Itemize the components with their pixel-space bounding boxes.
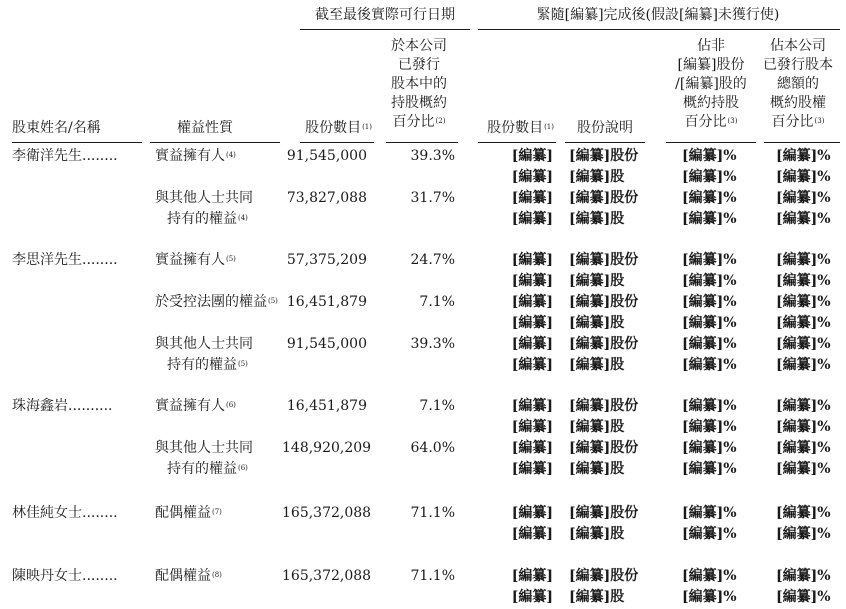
underline-name — [12, 142, 142, 143]
redacted-pct-nonlisted: [編纂]% — [682, 419, 737, 435]
note-ref: (3) — [727, 117, 738, 125]
redacted-pct-total: [編纂]% — [776, 461, 831, 477]
interest-nature: 於受控法團的權益$^{(5)}$ — [155, 294, 278, 310]
interest-nature: 實益擁有人$^{(6)}$ — [155, 398, 236, 414]
group-underline-right — [478, 29, 840, 30]
redacted-shares: [編纂] — [511, 190, 553, 206]
underline-shares — [300, 142, 374, 143]
column-header-pct-total: 佔本公司 已發行股本 總額的 概約股權 百分比$^{(3)}$ — [763, 38, 833, 130]
interest-nature: 與其他人士共同 — [155, 336, 253, 352]
redacted-pct-nonlisted: [編纂]% — [682, 461, 737, 477]
column-header-shares: 股份數目$^{(1)}$ — [305, 120, 372, 136]
share-description: [編纂]股 — [569, 461, 625, 477]
redacted-pct-nonlisted: [編纂]% — [682, 169, 737, 185]
share-description: [編纂]股 — [569, 169, 625, 185]
redacted-pct-nonlisted: [編纂]% — [682, 526, 737, 542]
redacted-shares: [編纂] — [511, 294, 553, 310]
interest-nature: 實益擁有人$^{(4)}$ — [155, 148, 236, 164]
share-description: [編纂]股 — [569, 419, 625, 435]
redacted-shares: [編纂] — [511, 315, 553, 331]
interest-nature: 持有的權益$^{(4)}$ — [167, 211, 248, 227]
share-description: [編纂]股份 — [569, 568, 639, 584]
share-description: [編纂]股 — [569, 273, 625, 289]
interest-nature: 配偶權益$^{(7)}$ — [155, 505, 222, 521]
note-ref: (4) — [238, 214, 248, 222]
shares-count: 16,451,879 — [286, 398, 367, 414]
redacted-shares: [編纂] — [511, 398, 553, 414]
redacted-pct-total: [編纂]% — [776, 419, 831, 435]
column-header-shares-after: 股份數目$^{(1)}$ — [487, 120, 554, 136]
shares-count: 165,372,088 — [282, 568, 372, 584]
shareholding-pct: 39.3% — [410, 148, 455, 164]
note-ref: (7) — [212, 508, 222, 516]
redacted-shares: [編纂] — [511, 273, 553, 289]
shares-count: 91,545,000 — [286, 336, 367, 352]
share-description: [編纂]股 — [569, 526, 625, 542]
redacted-shares: [編纂] — [511, 419, 553, 435]
column-header-pct-current: 於本公司 已發行 股本中的 持股概約 百分比$^{(2)}$ — [391, 38, 447, 130]
redacted-shares: [編纂] — [511, 211, 553, 227]
shareholding-pct: 31.7% — [410, 190, 455, 206]
redacted-shares: [編纂] — [511, 505, 553, 521]
redacted-pct-nonlisted: [編纂]% — [682, 294, 737, 310]
redacted-pct-total: [編纂]% — [776, 190, 831, 206]
redacted-pct-nonlisted: [編纂]% — [682, 252, 737, 268]
share-description: [編纂]股份 — [569, 398, 639, 414]
shares-count: 73,827,088 — [286, 190, 367, 206]
redacted-pct-total: [編纂]% — [776, 148, 831, 164]
shares-count: 148,920,209 — [282, 440, 372, 456]
share-description: [編纂]股份 — [569, 336, 639, 352]
note-ref: (2) — [435, 117, 446, 125]
interest-nature: 與其他人士共同 — [155, 190, 253, 206]
redacted-pct-nonlisted: [編纂]% — [682, 398, 737, 414]
interest-nature: 實益擁有人$^{(5)}$ — [155, 252, 236, 268]
shareholding-pct: 7.1% — [419, 294, 455, 310]
interest-nature: 持有的權益$^{(5)}$ — [167, 357, 248, 373]
redacted-shares: [編纂] — [511, 440, 553, 456]
shares-count: 165,372,088 — [282, 505, 372, 521]
redacted-shares: [編纂] — [511, 169, 553, 185]
note-ref: (8) — [212, 571, 222, 579]
column-header-nature: 權益性質 — [177, 120, 233, 136]
shares-count: 57,375,209 — [286, 252, 367, 268]
redacted-pct-nonlisted: [編纂]% — [682, 148, 737, 164]
redacted-shares: [編纂] — [511, 589, 553, 605]
underline-pct-nonlisted — [666, 142, 756, 143]
redacted-pct-total: [編纂]% — [776, 398, 831, 414]
share-description: [編纂]股 — [569, 357, 625, 373]
redacted-pct-nonlisted: [編纂]% — [682, 505, 737, 521]
group-underline-left — [300, 29, 470, 30]
share-description: [編纂]股份 — [569, 505, 639, 521]
redacted-pct-total: [編纂]% — [776, 357, 831, 373]
note-ref: (3) — [814, 117, 825, 125]
note-ref: (4) — [226, 151, 236, 159]
column-header-share-desc: 股份說明 — [577, 120, 633, 136]
redacted-pct-total: [編纂]% — [776, 315, 831, 331]
share-description: [編纂]股份 — [569, 148, 639, 164]
redacted-pct-total: [編纂]% — [776, 589, 831, 605]
note-ref: (1) — [544, 123, 554, 131]
share-description: [編纂]股份 — [569, 294, 639, 310]
redacted-pct-total: [編纂]% — [776, 294, 831, 310]
note-ref: (5) — [268, 297, 278, 305]
note-ref: (6) — [226, 401, 236, 409]
note-ref: (6) — [238, 464, 248, 472]
shareholding-pct: 71.1% — [410, 568, 455, 584]
redacted-shares: [編纂] — [511, 357, 553, 373]
redacted-pct-nonlisted: [編纂]% — [682, 273, 737, 289]
share-description: [編纂]股份 — [569, 252, 639, 268]
interest-nature: 配偶權益$^{(8)}$ — [155, 568, 222, 584]
underline-pct-total — [764, 142, 840, 143]
shareholder-name: 陳映丹女士........ — [12, 568, 118, 584]
redacted-pct-nonlisted: [編纂]% — [682, 336, 737, 352]
shareholding-pct: 24.7% — [410, 252, 455, 268]
shareholder-name: 珠海鑫岩.......... — [12, 398, 113, 414]
shareholder-name: 李衛洋先生........ — [12, 148, 118, 164]
shareholding-pct: 64.0% — [410, 440, 455, 456]
shareholder-name: 林佳純女士........ — [12, 505, 118, 521]
interest-nature: 持有的權益$^{(6)}$ — [167, 461, 248, 477]
interest-nature: 與其他人士共同 — [155, 440, 253, 456]
share-description: [編纂]股 — [569, 211, 625, 227]
redacted-shares: [編纂] — [511, 526, 553, 542]
group-header-after-completion: 緊隨[編纂]完成後(假設[編纂]未獲行使) — [536, 7, 780, 23]
redacted-pct-total: [編纂]% — [776, 273, 831, 289]
redacted-shares: [編纂] — [511, 568, 553, 584]
shareholding-pct: 39.3% — [410, 336, 455, 352]
underline-shares-after — [478, 142, 556, 143]
redacted-pct-total: [編纂]% — [776, 252, 831, 268]
redacted-pct-total: [編纂]% — [776, 169, 831, 185]
redacted-pct-total: [編纂]% — [776, 211, 831, 227]
redacted-pct-total: [編纂]% — [776, 440, 831, 456]
shareholding-pct: 7.1% — [419, 398, 455, 414]
shareholding-pct: 71.1% — [410, 505, 455, 521]
redacted-pct-nonlisted: [編纂]% — [682, 190, 737, 206]
redacted-pct-nonlisted: [編纂]% — [682, 568, 737, 584]
underline-nature — [150, 142, 280, 143]
share-description: [編纂]股 — [569, 315, 625, 331]
group-header-latest-date: 截至最後實際可行日期 — [315, 7, 455, 23]
redacted-shares: [編纂] — [511, 336, 553, 352]
redacted-pct-nonlisted: [編纂]% — [682, 589, 737, 605]
redacted-pct-nonlisted: [編纂]% — [682, 211, 737, 227]
underline-desc — [565, 142, 645, 143]
note-ref: (5) — [226, 255, 236, 263]
redacted-pct-total: [編纂]% — [776, 568, 831, 584]
column-header-pct-nonlisted: 佔非 [編纂]股份 /[編纂]股的 概約持股 百分比$^{(3)}$ — [675, 38, 747, 130]
redacted-shares: [編纂] — [511, 461, 553, 477]
note-ref: (5) — [238, 360, 248, 368]
share-description: [編纂]股 — [569, 589, 625, 605]
shares-count: 91,545,000 — [286, 148, 367, 164]
redacted-shares: [編纂] — [511, 148, 553, 164]
shareholder-name: 李思洋先生........ — [12, 252, 118, 268]
shares-count: 16,451,879 — [286, 294, 367, 310]
share-description: [編纂]股份 — [569, 190, 639, 206]
redacted-pct-total: [編纂]% — [776, 526, 831, 542]
redacted-pct-nonlisted: [編纂]% — [682, 315, 737, 331]
share-description: [編纂]股份 — [569, 440, 639, 456]
redacted-pct-total: [編纂]% — [776, 336, 831, 352]
note-ref: (1) — [362, 123, 372, 131]
underline-pct — [386, 142, 458, 143]
redacted-shares: [編纂] — [511, 252, 553, 268]
redacted-pct-total: [編纂]% — [776, 505, 831, 521]
redacted-pct-nonlisted: [編纂]% — [682, 440, 737, 456]
redacted-pct-nonlisted: [編纂]% — [682, 357, 737, 373]
column-header-name: 股東姓名/名稱 — [12, 120, 101, 136]
